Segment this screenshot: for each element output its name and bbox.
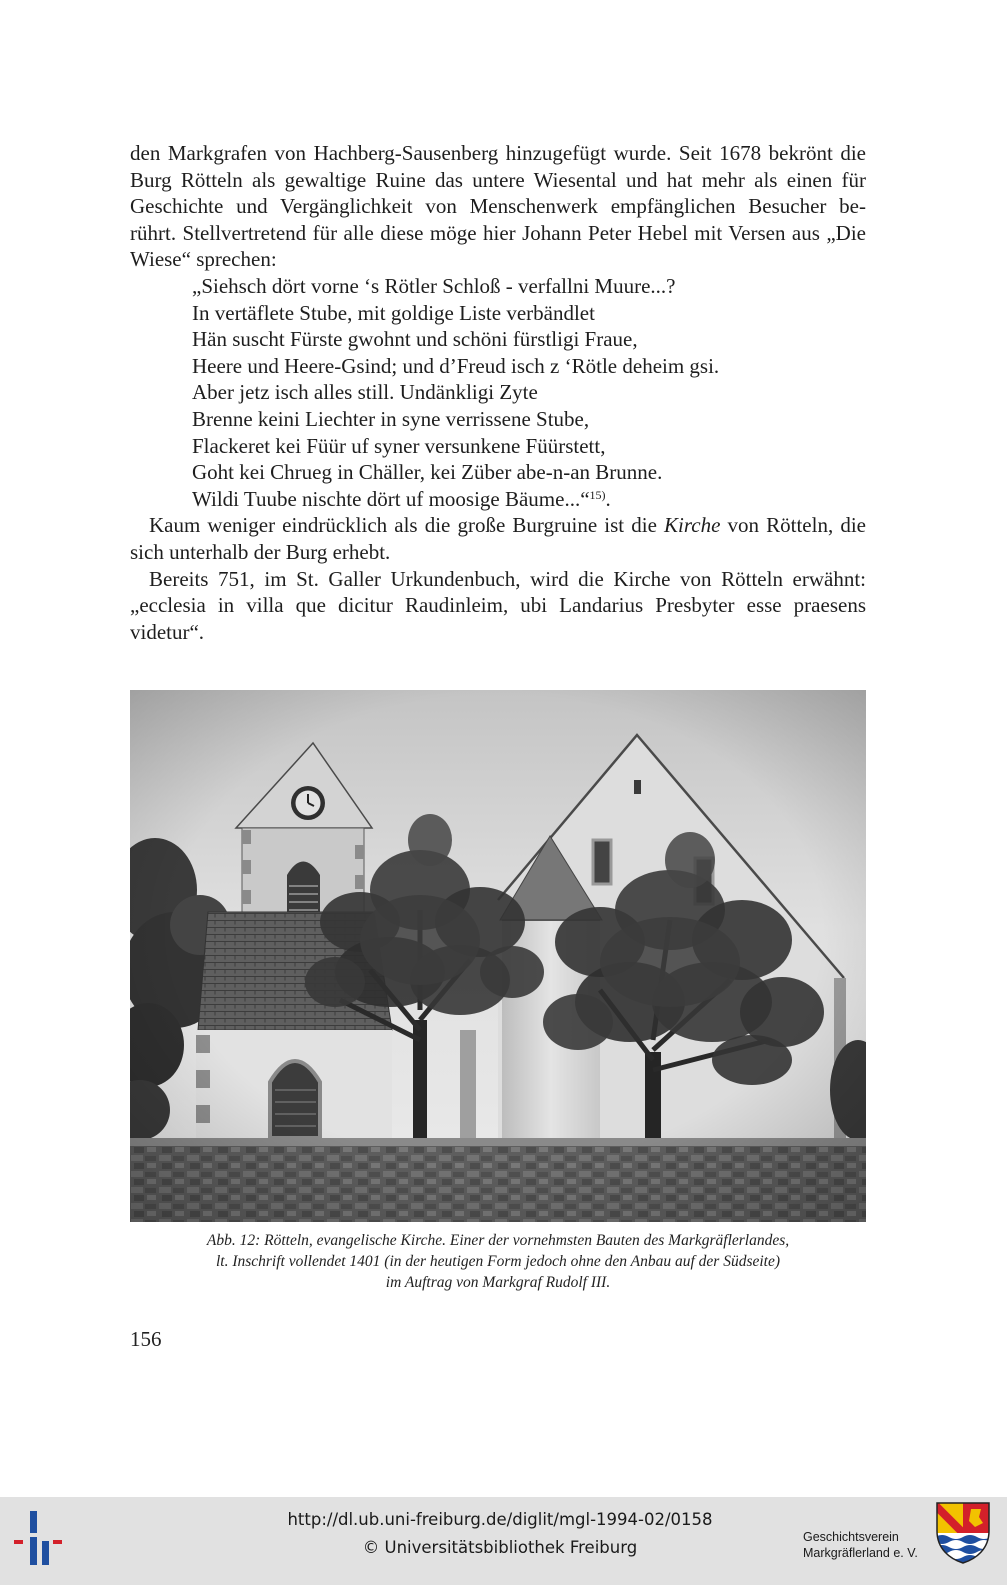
society-line: Geschichtsverein [803,1530,899,1544]
caption-line: lt. Inschrift vollendet 1401 (in der heutigen Form jedoch ohne den Anbau auf der Südseite) [215,1253,781,1270]
page-number: 156 [130,1327,162,1351]
verse-line: Heere und Heere-Gsind; und d’Freud isch z ‘Rötle deheim gsi. [192,353,720,378]
verse-line: Hän suscht Fürste gwohnt und schöni fürstligi Fraue, [192,327,638,352]
footnote-reference: 15) [589,487,606,502]
italic-word: Kirche [664,513,721,538]
text-line: Burg Rötteln als gewaltige Ruine das untere Wiesental und hat mehr als einen für [130,167,866,192]
verse-end: . [605,486,611,511]
footer-center [200,1507,800,1563]
photo-vignette [130,690,866,1222]
church-photo [130,690,866,1222]
coat-of-arms-icon [935,1501,991,1565]
figure-caption [130,1230,866,1293]
society-line: Markgräflerland e. V. [803,1546,918,1560]
text-line: Bereits 751, im St. Galler Urkundenbuch, wird die Kirche von Rötteln erwähnt: [149,566,866,591]
footer-copyright: © Universitätsbibliothek Freiburg [362,1538,638,1557]
text-line: Geschichte und Vergänglichkeit von Menschenwerk empfänglichen Besucher be- [130,194,866,219]
text-line: den Markgrafen von Hachberg-Sausenberg hinzugefügt wurde. Seit 1678 bekrönt die [130,141,866,165]
text-line: Wiese“ sprechen: [130,247,277,272]
text-span: von Rötteln, die [720,513,866,538]
footer-bar [0,1497,1007,1585]
verse-line: Aber jetz isch alles still. Undänkligi Zyte [192,380,538,405]
caption-line: im Auftrag von Markgraf Rudolf III. [385,1274,611,1291]
verse-text: Wildi Tuube nischte dört uf moosige Bäume...“ [192,486,590,511]
caption-line: Abb. 12: Rötteln, evangelische Kirche. Einer der vornehmsten Bauten des Markgräflerlandes, [206,1232,790,1249]
text-line: rührt. Stellvertretend für alle diese möge hier Johann Peter Hebel mit Versen aus „Die [130,220,866,245]
text-line: videtur“. [130,619,205,644]
verse-line: Flackeret kei Füür uf syner versunkene Füürstett, [192,433,606,458]
text-line [130,512,866,539]
library-logo-icon [12,1507,64,1569]
society-name [803,1529,928,1561]
verse-line: „Siehsch dört vorne ‘s Rötler Schloß - verfallni Muure...? [192,273,676,298]
body-text [130,140,866,645]
verse-line-last [130,486,866,513]
footer-url-link[interactable]: http://dl.ub.uni-freiburg.de/diglit/mgl-1994-02/0158 [287,1510,713,1529]
text-line: „ecclesia in villa que dicitur Raudinleim, ubi Landarius Presbyter esse praesens [130,593,866,618]
text-line: sich unterhalb der Burg erhebt. [130,539,391,564]
text-span: Kaum weniger eindrücklich als die große Burgruine ist die [149,513,665,538]
verse-line: In vertäflete Stube, mit goldige Liste verbändlet [192,300,595,325]
verse-line: Brenne keini Liechter in syne verrissene Stube, [192,406,590,431]
verse-line: Goht kei Chrueg in Chäller, kei Züber abe-n-an Brunne. [192,460,663,485]
